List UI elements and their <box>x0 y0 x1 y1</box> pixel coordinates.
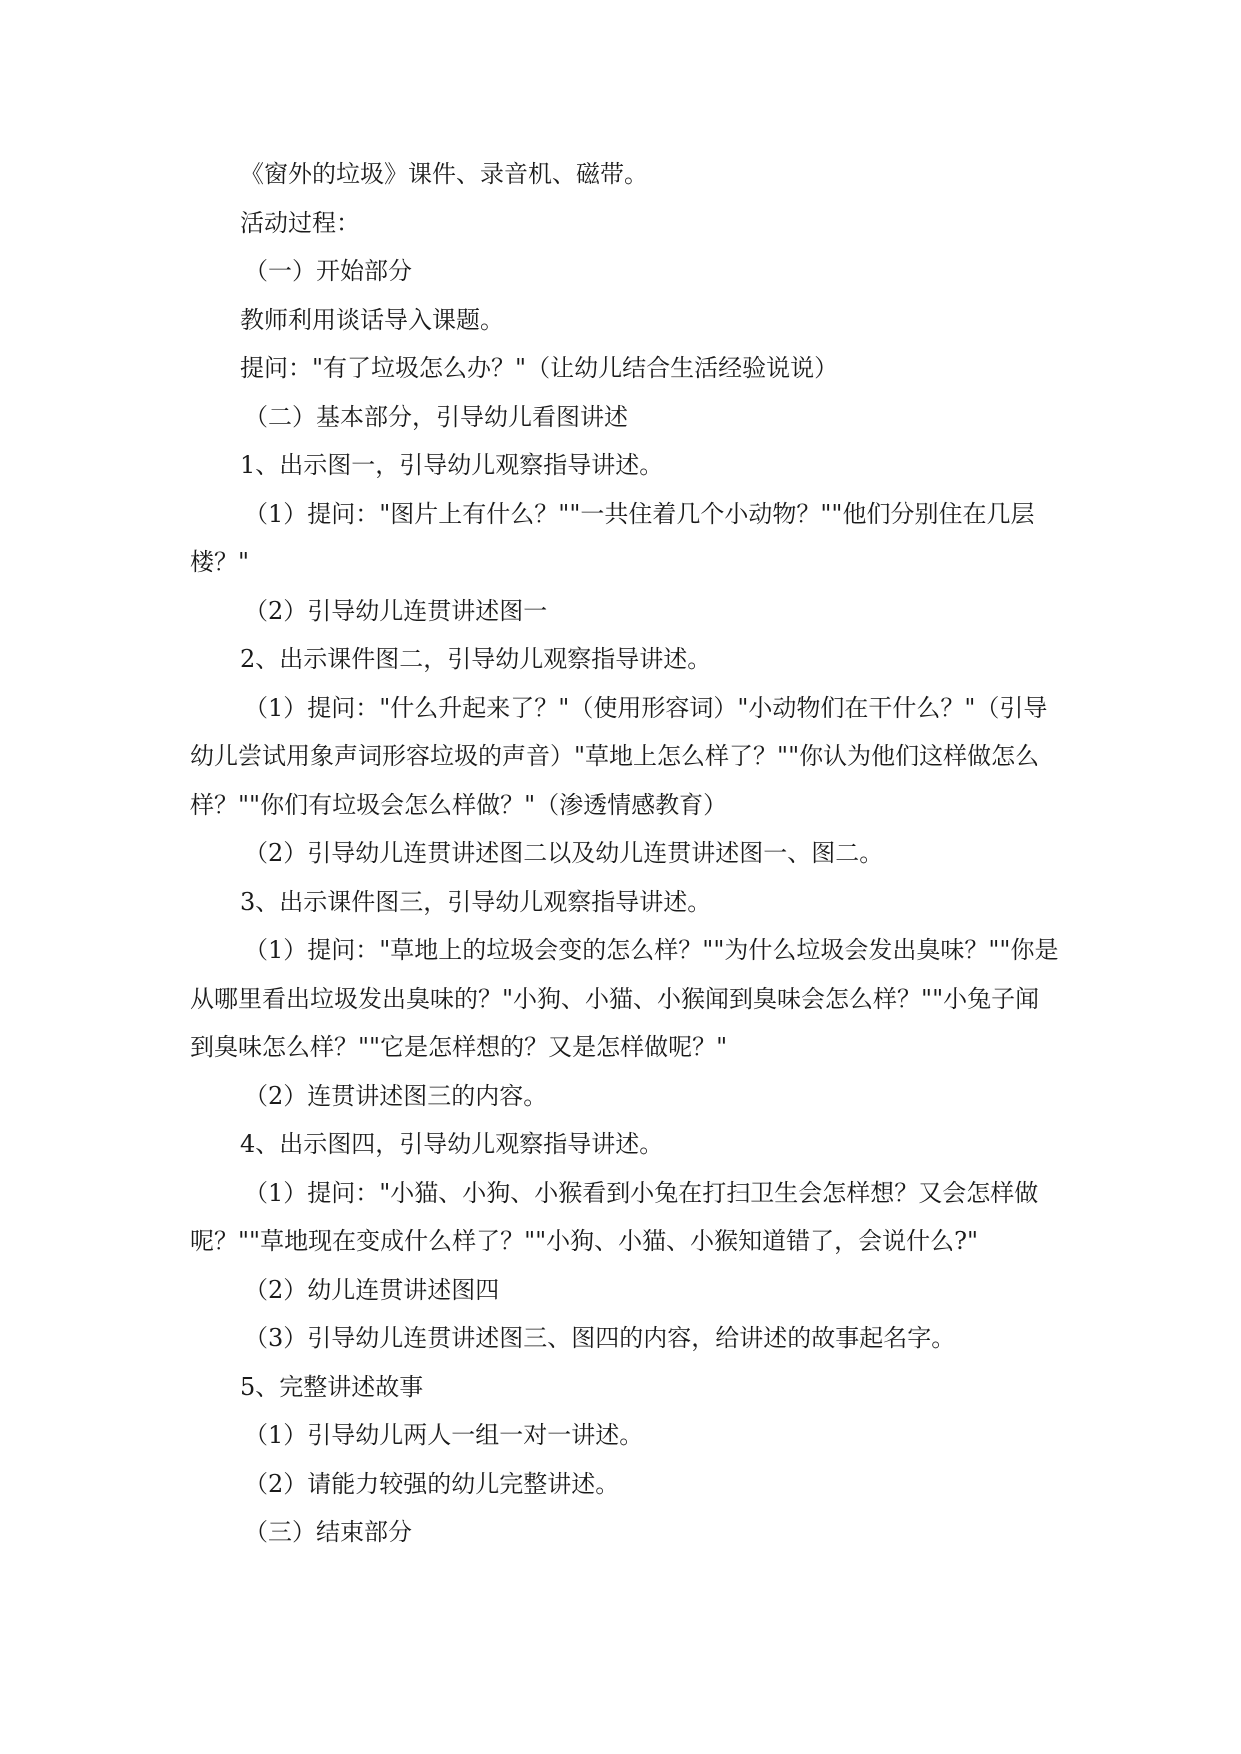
step-heading: 3、出示课件图三，引导幼儿观察指导讲述。 <box>240 887 712 916</box>
step-heading: 2、出示课件图二，引导幼儿观察指导讲述。 <box>240 645 712 673</box>
paragraph: 提问："有了垃圾怎么办？"（让幼儿结合生活经验说说） <box>240 354 839 382</box>
sub-step: （1）引导幼儿两人一组一对一讲述。 <box>244 1421 644 1449</box>
section-heading-end: （三）结束部分 <box>244 1518 412 1546</box>
sub-step: （1）提问："草地上的垃圾会变的怎么样？""为什么垃圾会发出臭味？""你是从哪里看出垃圾发出臭味的？"小狗、小猫、小猴闻到臭味会怎么样？""小兔子闻到臭味怎么样？""它是怎样想的？又是怎样做呢？" <box>190 936 1059 1061</box>
paragraph-activity-process: 活动过程： <box>240 208 360 237</box>
sub-step: （2）连贯讲述图三的内容。 <box>244 1081 548 1110</box>
step-heading: 4、出示图四，引导幼儿观察指导讲述。 <box>240 1130 664 1158</box>
sub-step: （1）提问："图片上有什么？""一共住着几个小动物？""他们分别住在几层楼？" <box>190 499 1035 576</box>
sub-step: （1）提问："小猫、小狗、小猴看到小兔在打扫卫生会怎样想？又会怎样做呢？""草地现在变成什么样了？""小狗、小猫、小猴知道错了，会说什么?" <box>190 1178 1039 1255</box>
sub-step: （2）引导幼儿连贯讲述图一 <box>244 596 548 625</box>
document-body <box>190 150 1062 1557</box>
paragraph-materials: 《窗外的垃圾》课件、录音机、磁带。 <box>240 160 648 188</box>
paragraph: 教师利用谈话导入课题。 <box>240 305 504 334</box>
section-heading-start: （一）开始部分 <box>244 257 412 285</box>
step-heading: 1、出示图一，引导幼儿观察指导讲述。 <box>240 451 664 479</box>
section-heading-basic: （二）基本部分，引导幼儿看图讲述 <box>244 402 628 431</box>
step-heading: 5、完整讲述故事 <box>240 1372 424 1401</box>
sub-step: （2）请能力较强的幼儿完整讲述。 <box>244 1469 620 1498</box>
sub-step: （2）引导幼儿连贯讲述图二以及幼儿连贯讲述图一、图二。 <box>244 839 884 867</box>
sub-step: （1）提问："什么升起来了？"（使用形容词）"小动物们在干什么？"（引导幼儿尝试用象声词形容垃圾的声音）"草地上怎么样了？""你认为他们这样做怎么样？""你们有垃圾会怎么样做？"（渗透情感教育） <box>190 693 1048 819</box>
sub-step: （3）引导幼儿连贯讲述图三、图四的内容，给讲述的故事起名字。 <box>244 1324 956 1352</box>
sub-step: （2）幼儿连贯讲述图四 <box>244 1275 500 1304</box>
